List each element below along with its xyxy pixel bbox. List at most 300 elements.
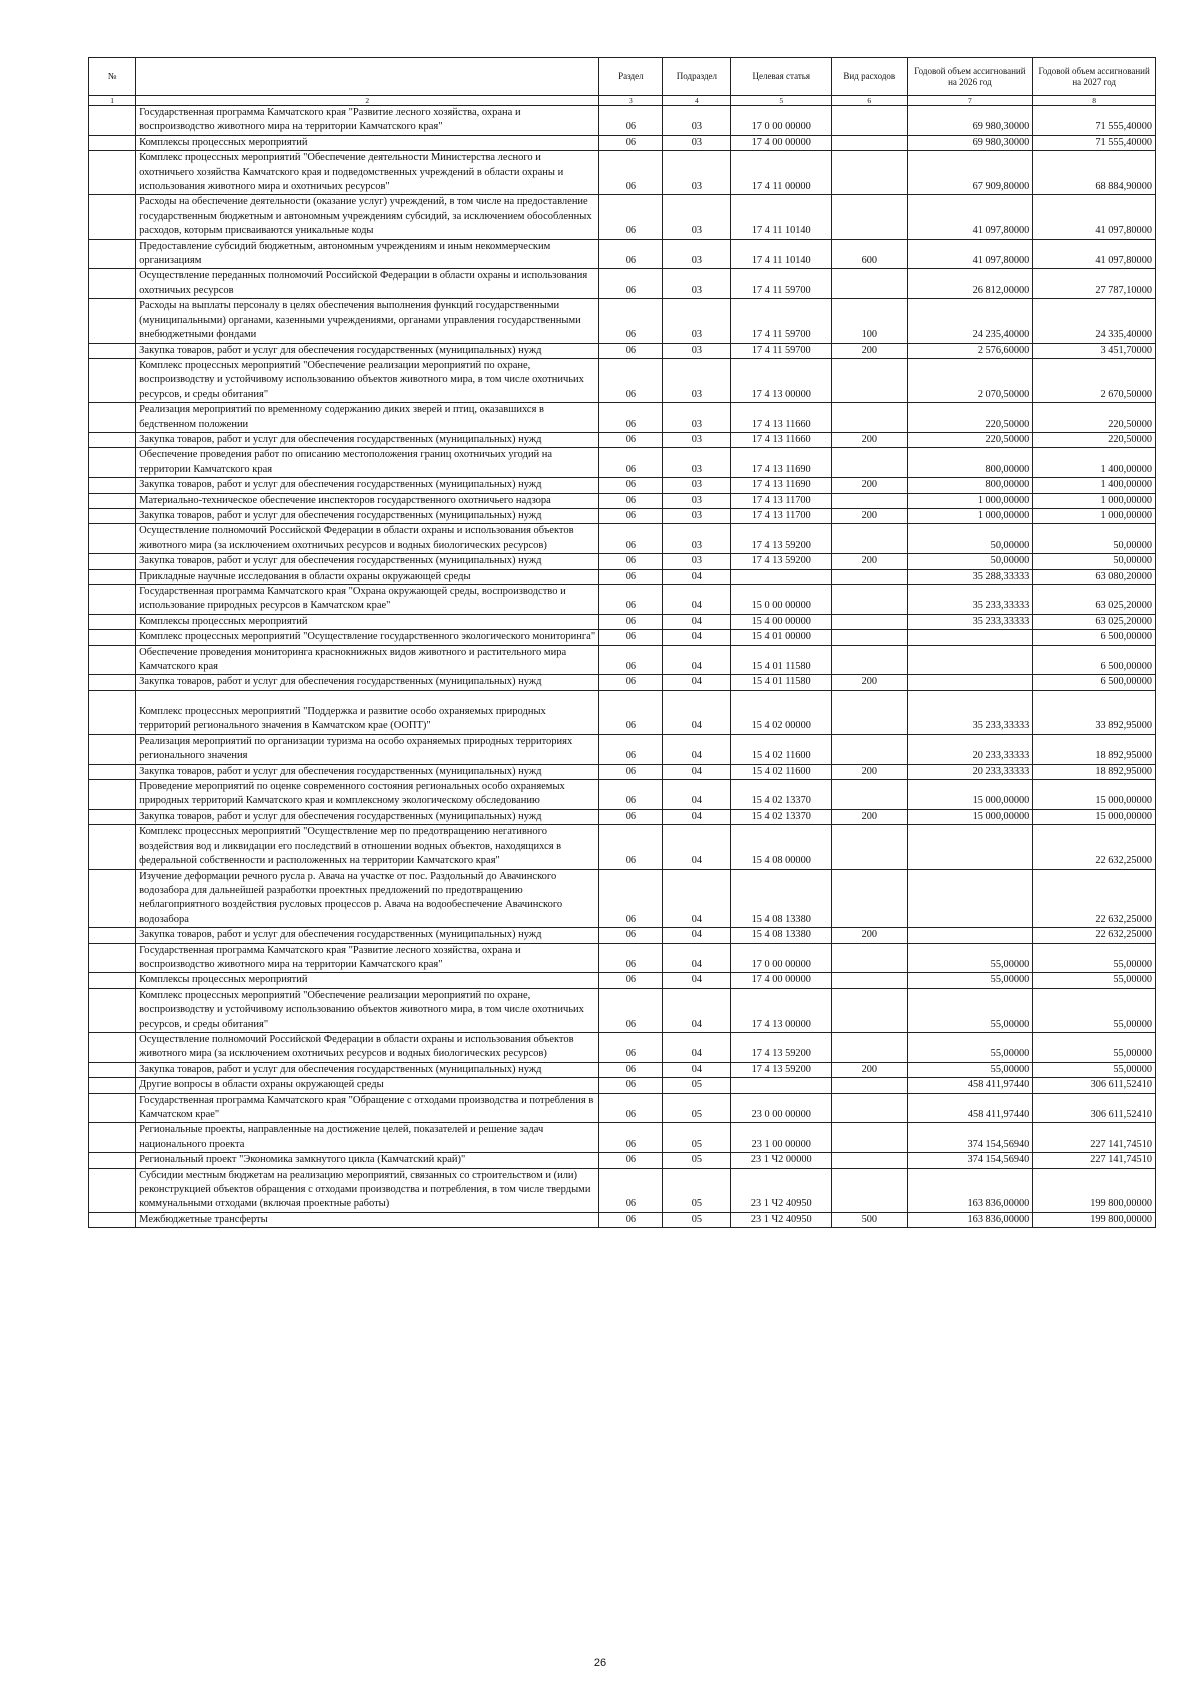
cell-vid bbox=[832, 135, 907, 150]
cell-num bbox=[89, 690, 136, 734]
cell-name: Государственная программа Камчатского края "Охрана окружающей среды, воспроизводство и использование природных ресурсов в Камчатском крае" bbox=[136, 585, 599, 615]
cell-razdel: 06 bbox=[599, 1062, 663, 1077]
cell-num bbox=[89, 988, 136, 1032]
cell-podrazdel: 04 bbox=[663, 675, 731, 690]
cell-podrazdel: 04 bbox=[663, 734, 731, 764]
cell-year-2027: 63 080,20000 bbox=[1033, 569, 1156, 584]
cell-num bbox=[89, 1062, 136, 1077]
cell-year-2026: 35 233,33333 bbox=[907, 585, 1033, 615]
cell-year-2026: 163 836,00000 bbox=[907, 1212, 1033, 1227]
cell-year-2026: 35 233,33333 bbox=[907, 614, 1033, 629]
header-celevaya: Целевая статья bbox=[731, 58, 832, 96]
cell-name: Государственная программа Камчатского края "Развитие лесного хозяйства, охрана и воспроизводство животного мира на территории Камчатского края" bbox=[136, 943, 599, 973]
cell-num bbox=[89, 1153, 136, 1168]
cell-name: Реализация мероприятий по временному содержанию диких зверей и птиц, оказавшихся в бедственном положении bbox=[136, 403, 599, 433]
cell-year-2027: 227 141,74510 bbox=[1033, 1153, 1156, 1168]
cell-razdel: 06 bbox=[599, 1123, 663, 1153]
cell-year-2026: 374 154,56940 bbox=[907, 1153, 1033, 1168]
cell-num bbox=[89, 1093, 136, 1123]
cell-year-2027: 22 632,25000 bbox=[1033, 869, 1156, 928]
cell-name: Расходы на обеспечение деятельности (оказание услуг) учреждений, в том числе на предоставление государственным бюджетным и автономным учреждениям субсидий, за исключением обособленных расходов, которым присваиваются уникальные коды bbox=[136, 195, 599, 239]
table-row bbox=[89, 106, 1156, 136]
cell-celevaya: 15 4 02 11600 bbox=[731, 764, 832, 779]
table-row bbox=[89, 780, 1156, 810]
cell-year-2027: 55,00000 bbox=[1033, 1062, 1156, 1077]
cell-year-2027: 199 800,00000 bbox=[1033, 1212, 1156, 1227]
table-row bbox=[89, 569, 1156, 584]
cell-name: Материально-техническое обеспечение инспекторов государственного охотничьего надзора bbox=[136, 493, 599, 508]
cell-razdel: 06 bbox=[599, 1153, 663, 1168]
cell-celevaya: 15 4 02 11600 bbox=[731, 734, 832, 764]
table-row bbox=[89, 554, 1156, 569]
cell-year-2026: 35 288,33333 bbox=[907, 569, 1033, 584]
cell-name: Закупка товаров, работ и услуг для обеспечения государственных (муниципальных) нужд bbox=[136, 478, 599, 493]
cell-celevaya: 23 0 00 00000 bbox=[731, 1093, 832, 1123]
cell-num bbox=[89, 928, 136, 943]
cell-year-2026: 800,00000 bbox=[907, 448, 1033, 478]
cell-vid: 200 bbox=[832, 343, 907, 358]
cell-vid bbox=[832, 690, 907, 734]
cell-podrazdel: 04 bbox=[663, 764, 731, 779]
cell-name: Региональные проекты, направленные на достижение целей, показателей и решение задач национального проекта bbox=[136, 1123, 599, 1153]
cell-razdel: 06 bbox=[599, 343, 663, 358]
cell-name: Закупка товаров, работ и услуг для обеспечения государственных (муниципальных) нужд bbox=[136, 432, 599, 447]
cell-name: Субсидии местным бюджетам на реализацию мероприятий, связанных со строительством и (или) реконструкцией объектов обращения с отходами производства и потребления, в том числе твердыми коммунальными отходами (включая проектные работы) bbox=[136, 1168, 599, 1212]
cell-vid: 200 bbox=[832, 764, 907, 779]
cell-vid: 600 bbox=[832, 239, 907, 269]
cell-name: Закупка товаров, работ и услуг для обеспечения государственных (муниципальных) нужд bbox=[136, 675, 599, 690]
cell-year-2027: 6 500,00000 bbox=[1033, 675, 1156, 690]
cell-name: Комплекс процессных мероприятий "Обеспечение реализации мероприятий по охране, воспроизводству и устойчивому использованию объектов животного мира, в том числе охотничьих ресурсов, и среды обитания" bbox=[136, 358, 599, 402]
cell-razdel: 06 bbox=[599, 690, 663, 734]
cell-name: Комплекс процессных мероприятий "Осуществление мер по предотвращению негативного воздействия вод и ликвидации его последствий в отношении водных объектов, находящихся в федеральной собственности и расположенных на территории Камчатского края" bbox=[136, 825, 599, 869]
cell-name: Комплекс процессных мероприятий "Поддержка и развитие особо охраняемых природных территорий регионального значения в Камчатском крае (ООПТ)" bbox=[136, 690, 599, 734]
cell-razdel: 06 bbox=[599, 135, 663, 150]
table-row bbox=[89, 493, 1156, 508]
cell-podrazdel: 04 bbox=[663, 585, 731, 615]
cell-razdel: 06 bbox=[599, 448, 663, 478]
cell-vid bbox=[832, 734, 907, 764]
cell-razdel: 06 bbox=[599, 299, 663, 343]
cell-celevaya: 17 4 11 59700 bbox=[731, 299, 832, 343]
cell-name: Реализация мероприятий по организации туризма на особо охраняемых природных территориях регионального значения bbox=[136, 734, 599, 764]
cell-num bbox=[89, 585, 136, 615]
cell-vid: 200 bbox=[832, 554, 907, 569]
cell-vid bbox=[832, 195, 907, 239]
cell-num bbox=[89, 943, 136, 973]
column-index: 6 bbox=[832, 96, 907, 106]
cell-year-2027: 41 097,80000 bbox=[1033, 239, 1156, 269]
table-row bbox=[89, 928, 1156, 943]
cell-num bbox=[89, 645, 136, 675]
cell-year-2027: 3 451,70000 bbox=[1033, 343, 1156, 358]
table-row bbox=[89, 1062, 1156, 1077]
cell-vid bbox=[832, 151, 907, 195]
cell-year-2026: 2 070,50000 bbox=[907, 358, 1033, 402]
cell-num bbox=[89, 1078, 136, 1093]
cell-vid bbox=[832, 493, 907, 508]
cell-num bbox=[89, 432, 136, 447]
cell-vid bbox=[832, 585, 907, 615]
cell-num bbox=[89, 554, 136, 569]
cell-vid bbox=[832, 358, 907, 402]
cell-year-2027: 71 555,40000 bbox=[1033, 106, 1156, 136]
cell-num bbox=[89, 1123, 136, 1153]
cell-year-2026: 55,00000 bbox=[907, 1062, 1033, 1077]
cell-year-2026 bbox=[907, 869, 1033, 928]
cell-razdel: 06 bbox=[599, 269, 663, 299]
cell-podrazdel: 03 bbox=[663, 524, 731, 554]
cell-razdel: 06 bbox=[599, 195, 663, 239]
cell-vid: 200 bbox=[832, 508, 907, 523]
cell-name: Осуществление полномочий Российской Федерации в области охраны и использования объектов животного мира (за исключением охотничьих ресурсов и водных биологических ресурсов) bbox=[136, 1032, 599, 1062]
table-row bbox=[89, 1032, 1156, 1062]
cell-podrazdel: 04 bbox=[663, 1062, 731, 1077]
header-year-2026: Годовой объем ассигнований на 2026 год bbox=[907, 58, 1033, 96]
cell-razdel: 06 bbox=[599, 1212, 663, 1227]
table-row bbox=[89, 448, 1156, 478]
table-row bbox=[89, 508, 1156, 523]
cell-name: Закупка товаров, работ и услуг для обеспечения государственных (муниципальных) нужд bbox=[136, 809, 599, 824]
cell-name: Комплекс процессных мероприятий "Обеспечение деятельности Министерства лесного и охотничьего хозяйства Камчатского края и подведомственных учреждений в области охраны и использования животного мира и охотничьих ресурсов" bbox=[136, 151, 599, 195]
table-row bbox=[89, 1123, 1156, 1153]
cell-razdel: 06 bbox=[599, 151, 663, 195]
cell-vid bbox=[832, 780, 907, 810]
cell-name: Проведение мероприятий по оценке современного состояния региональных особо охраняемых природных территорий Камчатского края и комплексному экологическому обследованию bbox=[136, 780, 599, 810]
cell-celevaya: 17 4 13 11660 bbox=[731, 432, 832, 447]
cell-name: Обеспечение проведения мониторинга краснокнижных видов животного и растительного мира Камчатского края bbox=[136, 645, 599, 675]
table-row bbox=[89, 1153, 1156, 1168]
cell-vid bbox=[832, 524, 907, 554]
cell-celevaya: 23 1 Ч2 40950 bbox=[731, 1168, 832, 1212]
cell-year-2026: 220,50000 bbox=[907, 432, 1033, 447]
cell-name: Государственная программа Камчатского края "Развитие лесного хозяйства, охрана и воспроизводство животного мира на территории Камчатского края" bbox=[136, 106, 599, 136]
cell-year-2027: 227 141,74510 bbox=[1033, 1123, 1156, 1153]
table-row bbox=[89, 988, 1156, 1032]
cell-celevaya: 23 1 00 00000 bbox=[731, 1123, 832, 1153]
cell-podrazdel: 03 bbox=[663, 358, 731, 402]
cell-year-2027: 33 892,95000 bbox=[1033, 690, 1156, 734]
cell-vid bbox=[832, 988, 907, 1032]
cell-num bbox=[89, 973, 136, 988]
cell-name: Прикладные научные исследования в области охраны окружающей среды bbox=[136, 569, 599, 584]
column-index-row bbox=[89, 96, 1156, 106]
column-index: 8 bbox=[1033, 96, 1156, 106]
table-row bbox=[89, 614, 1156, 629]
cell-year-2026 bbox=[907, 675, 1033, 690]
cell-podrazdel: 04 bbox=[663, 630, 731, 645]
cell-celevaya: 17 4 13 59200 bbox=[731, 554, 832, 569]
cell-razdel: 06 bbox=[599, 554, 663, 569]
cell-year-2026: 374 154,56940 bbox=[907, 1123, 1033, 1153]
cell-year-2026: 55,00000 bbox=[907, 1032, 1033, 1062]
cell-name: Расходы на выплаты персоналу в целях обеспечения выполнения функций государственными (муниципальными) органами, казенными учреждениями, органами управления государственными внебюджетными фондами bbox=[136, 299, 599, 343]
cell-year-2026: 24 235,40000 bbox=[907, 299, 1033, 343]
cell-year-2027: 50,00000 bbox=[1033, 524, 1156, 554]
cell-vid bbox=[832, 943, 907, 973]
cell-name: Комплекс процессных мероприятий "Обеспечение реализации мероприятий по охране, воспроизводству и устойчивому использованию объектов животного мира, в том числе охотничьих ресурсов, и среды обитания" bbox=[136, 988, 599, 1032]
cell-podrazdel: 03 bbox=[663, 448, 731, 478]
cell-num bbox=[89, 135, 136, 150]
cell-year-2026: 15 000,00000 bbox=[907, 809, 1033, 824]
cell-year-2026: 15 000,00000 bbox=[907, 780, 1033, 810]
cell-year-2027: 22 632,25000 bbox=[1033, 928, 1156, 943]
cell-podrazdel: 05 bbox=[663, 1168, 731, 1212]
cell-year-2026: 67 909,80000 bbox=[907, 151, 1033, 195]
cell-name: Обеспечение проведения работ по описанию местоположения границ охотничьих угодий на территории Камчатского края bbox=[136, 448, 599, 478]
cell-celevaya: 15 4 01 00000 bbox=[731, 630, 832, 645]
cell-year-2026 bbox=[907, 645, 1033, 675]
cell-name: Предоставление субсидий бюджетным, автономным учреждениям и иным некоммерческим организациям bbox=[136, 239, 599, 269]
table-row bbox=[89, 135, 1156, 150]
header-year-2027: Годовой объем ассигнований на 2027 год bbox=[1033, 58, 1156, 96]
cell-podrazdel: 03 bbox=[663, 106, 731, 136]
cell-podrazdel: 03 bbox=[663, 432, 731, 447]
cell-year-2026: 458 411,97440 bbox=[907, 1078, 1033, 1093]
cell-podrazdel: 04 bbox=[663, 988, 731, 1032]
cell-razdel: 06 bbox=[599, 764, 663, 779]
cell-vid bbox=[832, 973, 907, 988]
cell-podrazdel: 03 bbox=[663, 403, 731, 433]
column-index: 1 bbox=[89, 96, 136, 106]
cell-year-2026: 50,00000 bbox=[907, 554, 1033, 569]
cell-num bbox=[89, 478, 136, 493]
table-row bbox=[89, 403, 1156, 433]
cell-podrazdel: 03 bbox=[663, 343, 731, 358]
table-row bbox=[89, 343, 1156, 358]
cell-razdel: 06 bbox=[599, 988, 663, 1032]
cell-celevaya: 17 4 13 11690 bbox=[731, 478, 832, 493]
column-index: 7 bbox=[907, 96, 1033, 106]
table-row bbox=[89, 764, 1156, 779]
cell-celevaya: 17 4 13 59200 bbox=[731, 1062, 832, 1077]
cell-num bbox=[89, 780, 136, 810]
cell-podrazdel: 05 bbox=[663, 1212, 731, 1227]
cell-razdel: 06 bbox=[599, 675, 663, 690]
cell-year-2027: 2 670,50000 bbox=[1033, 358, 1156, 402]
cell-razdel: 06 bbox=[599, 943, 663, 973]
cell-celevaya bbox=[731, 1078, 832, 1093]
cell-vid bbox=[832, 1123, 907, 1153]
table-row bbox=[89, 1212, 1156, 1227]
table-row bbox=[89, 630, 1156, 645]
cell-podrazdel: 03 bbox=[663, 299, 731, 343]
cell-celevaya: 17 4 11 10140 bbox=[731, 239, 832, 269]
header-podrazdel: Подраздел bbox=[663, 58, 731, 96]
cell-celevaya: 15 4 01 11580 bbox=[731, 675, 832, 690]
cell-celevaya: 17 4 13 00000 bbox=[731, 358, 832, 402]
cell-name: Комплексы процессных мероприятий bbox=[136, 135, 599, 150]
cell-vid: 200 bbox=[832, 432, 907, 447]
cell-vid: 200 bbox=[832, 928, 907, 943]
cell-num bbox=[89, 343, 136, 358]
cell-celevaya: 17 4 11 00000 bbox=[731, 151, 832, 195]
cell-vid bbox=[832, 1093, 907, 1123]
cell-year-2027: 15 000,00000 bbox=[1033, 780, 1156, 810]
cell-razdel: 06 bbox=[599, 869, 663, 928]
cell-celevaya: 17 4 13 11700 bbox=[731, 493, 832, 508]
table-row bbox=[89, 269, 1156, 299]
cell-year-2026: 35 233,33333 bbox=[907, 690, 1033, 734]
cell-vid: 200 bbox=[832, 675, 907, 690]
table-row bbox=[89, 734, 1156, 764]
cell-razdel: 06 bbox=[599, 825, 663, 869]
table-row bbox=[89, 358, 1156, 402]
cell-year-2026: 163 836,00000 bbox=[907, 1168, 1033, 1212]
cell-name: Закупка товаров, работ и услуг для обеспечения государственных (муниципальных) нужд bbox=[136, 554, 599, 569]
cell-podrazdel: 04 bbox=[663, 690, 731, 734]
cell-name: Закупка товаров, работ и услуг для обеспечения государственных (муниципальных) нужд bbox=[136, 343, 599, 358]
cell-vid: 100 bbox=[832, 299, 907, 343]
cell-year-2026: 55,00000 bbox=[907, 943, 1033, 973]
cell-year-2026: 69 980,30000 bbox=[907, 135, 1033, 150]
cell-celevaya: 17 4 00 00000 bbox=[731, 973, 832, 988]
cell-celevaya: 15 4 08 13380 bbox=[731, 928, 832, 943]
cell-vid bbox=[832, 448, 907, 478]
cell-year-2027: 55,00000 bbox=[1033, 1032, 1156, 1062]
cell-name: Закупка товаров, работ и услуг для обеспечения государственных (муниципальных) нужд bbox=[136, 1062, 599, 1077]
cell-name: Закупка товаров, работ и услуг для обеспечения государственных (муниципальных) нужд bbox=[136, 764, 599, 779]
cell-podrazdel: 03 bbox=[663, 493, 731, 508]
cell-num bbox=[89, 524, 136, 554]
column-index: 2 bbox=[136, 96, 599, 106]
cell-num bbox=[89, 1212, 136, 1227]
cell-num bbox=[89, 809, 136, 824]
table-row bbox=[89, 869, 1156, 928]
cell-name: Другие вопросы в области охраны окружающей среды bbox=[136, 1078, 599, 1093]
table-row bbox=[89, 585, 1156, 615]
cell-year-2027: 15 000,00000 bbox=[1033, 809, 1156, 824]
cell-vid bbox=[832, 1032, 907, 1062]
cell-year-2027: 220,50000 bbox=[1033, 432, 1156, 447]
cell-celevaya: 15 4 00 00000 bbox=[731, 614, 832, 629]
cell-podrazdel: 03 bbox=[663, 195, 731, 239]
cell-podrazdel: 05 bbox=[663, 1093, 731, 1123]
cell-vid bbox=[832, 645, 907, 675]
table-row bbox=[89, 195, 1156, 239]
cell-razdel: 06 bbox=[599, 809, 663, 824]
cell-year-2027: 41 097,80000 bbox=[1033, 195, 1156, 239]
table-row bbox=[89, 478, 1156, 493]
cell-razdel: 06 bbox=[599, 1078, 663, 1093]
cell-name: Межбюджетные трансферты bbox=[136, 1212, 599, 1227]
cell-year-2027: 18 892,95000 bbox=[1033, 734, 1156, 764]
cell-num bbox=[89, 493, 136, 508]
cell-num bbox=[89, 614, 136, 629]
cell-podrazdel: 04 bbox=[663, 645, 731, 675]
cell-vid bbox=[832, 403, 907, 433]
cell-vid bbox=[832, 1078, 907, 1093]
cell-razdel: 06 bbox=[599, 508, 663, 523]
table-row bbox=[89, 151, 1156, 195]
cell-celevaya: 15 0 00 00000 bbox=[731, 585, 832, 615]
table-row bbox=[89, 675, 1156, 690]
table-row bbox=[89, 299, 1156, 343]
table-row bbox=[89, 524, 1156, 554]
cell-vid: 500 bbox=[832, 1212, 907, 1227]
cell-year-2026: 55,00000 bbox=[907, 988, 1033, 1032]
cell-razdel: 06 bbox=[599, 614, 663, 629]
cell-year-2026: 220,50000 bbox=[907, 403, 1033, 433]
table-row bbox=[89, 943, 1156, 973]
cell-razdel: 06 bbox=[599, 432, 663, 447]
cell-num bbox=[89, 1168, 136, 1212]
table-row bbox=[89, 1093, 1156, 1123]
table-row bbox=[89, 690, 1156, 734]
cell-celevaya: 15 4 08 00000 bbox=[731, 825, 832, 869]
cell-num bbox=[89, 106, 136, 136]
cell-razdel: 06 bbox=[599, 645, 663, 675]
table-row bbox=[89, 645, 1156, 675]
cell-name: Комплексы процессных мероприятий bbox=[136, 973, 599, 988]
cell-celevaya: 23 1 Ч2 40950 bbox=[731, 1212, 832, 1227]
cell-year-2026: 1 000,00000 bbox=[907, 508, 1033, 523]
cell-razdel: 06 bbox=[599, 928, 663, 943]
cell-year-2026: 55,00000 bbox=[907, 973, 1033, 988]
cell-vid bbox=[832, 1153, 907, 1168]
cell-name: Осуществление переданных полномочий Российской Федерации в области охраны и использования охотничьих ресурсов bbox=[136, 269, 599, 299]
table-row bbox=[89, 825, 1156, 869]
cell-celevaya: 17 4 13 59200 bbox=[731, 1032, 832, 1062]
cell-num bbox=[89, 1032, 136, 1062]
cell-celevaya: 17 4 11 59700 bbox=[731, 343, 832, 358]
cell-vid: 200 bbox=[832, 809, 907, 824]
cell-vid bbox=[832, 106, 907, 136]
cell-name: Закупка товаров, работ и услуг для обеспечения государственных (муниципальных) нужд bbox=[136, 928, 599, 943]
cell-celevaya: 17 4 13 11660 bbox=[731, 403, 832, 433]
table-body bbox=[89, 106, 1156, 1228]
cell-podrazdel: 04 bbox=[663, 928, 731, 943]
cell-razdel: 06 bbox=[599, 1168, 663, 1212]
cell-podrazdel: 04 bbox=[663, 973, 731, 988]
cell-num bbox=[89, 825, 136, 869]
cell-year-2026 bbox=[907, 825, 1033, 869]
cell-year-2026: 69 980,30000 bbox=[907, 106, 1033, 136]
cell-year-2027: 24 335,40000 bbox=[1033, 299, 1156, 343]
cell-razdel: 06 bbox=[599, 403, 663, 433]
cell-celevaya: 17 4 13 00000 bbox=[731, 988, 832, 1032]
cell-year-2027: 22 632,25000 bbox=[1033, 825, 1156, 869]
cell-podrazdel: 04 bbox=[663, 943, 731, 973]
cell-year-2027: 55,00000 bbox=[1033, 973, 1156, 988]
header-razdel: Раздел bbox=[599, 58, 663, 96]
cell-year-2027: 1 000,00000 bbox=[1033, 493, 1156, 508]
cell-celevaya: 17 0 00 00000 bbox=[731, 943, 832, 973]
table-row bbox=[89, 1078, 1156, 1093]
cell-year-2026: 20 233,33333 bbox=[907, 764, 1033, 779]
cell-num bbox=[89, 358, 136, 402]
cell-year-2026: 20 233,33333 bbox=[907, 734, 1033, 764]
cell-year-2026: 41 097,80000 bbox=[907, 195, 1033, 239]
cell-year-2027: 63 025,20000 bbox=[1033, 614, 1156, 629]
cell-name: Региональный проект "Экономика замкнутого цикла (Камчатский край)" bbox=[136, 1153, 599, 1168]
cell-vid bbox=[832, 1168, 907, 1212]
cell-podrazdel: 04 bbox=[663, 780, 731, 810]
header-num: № bbox=[89, 58, 136, 96]
cell-num bbox=[89, 151, 136, 195]
cell-year-2027: 68 884,90000 bbox=[1033, 151, 1156, 195]
table-header bbox=[89, 58, 1156, 106]
cell-num bbox=[89, 239, 136, 269]
cell-podrazdel: 03 bbox=[663, 239, 731, 269]
cell-podrazdel: 03 bbox=[663, 135, 731, 150]
cell-celevaya: 17 4 13 59200 bbox=[731, 524, 832, 554]
cell-year-2027: 55,00000 bbox=[1033, 988, 1156, 1032]
table-row bbox=[89, 1168, 1156, 1212]
cell-name: Комплекс процессных мероприятий "Осуществление государственного экологического мониторинга" bbox=[136, 630, 599, 645]
cell-year-2026 bbox=[907, 928, 1033, 943]
cell-celevaya: 17 4 00 00000 bbox=[731, 135, 832, 150]
